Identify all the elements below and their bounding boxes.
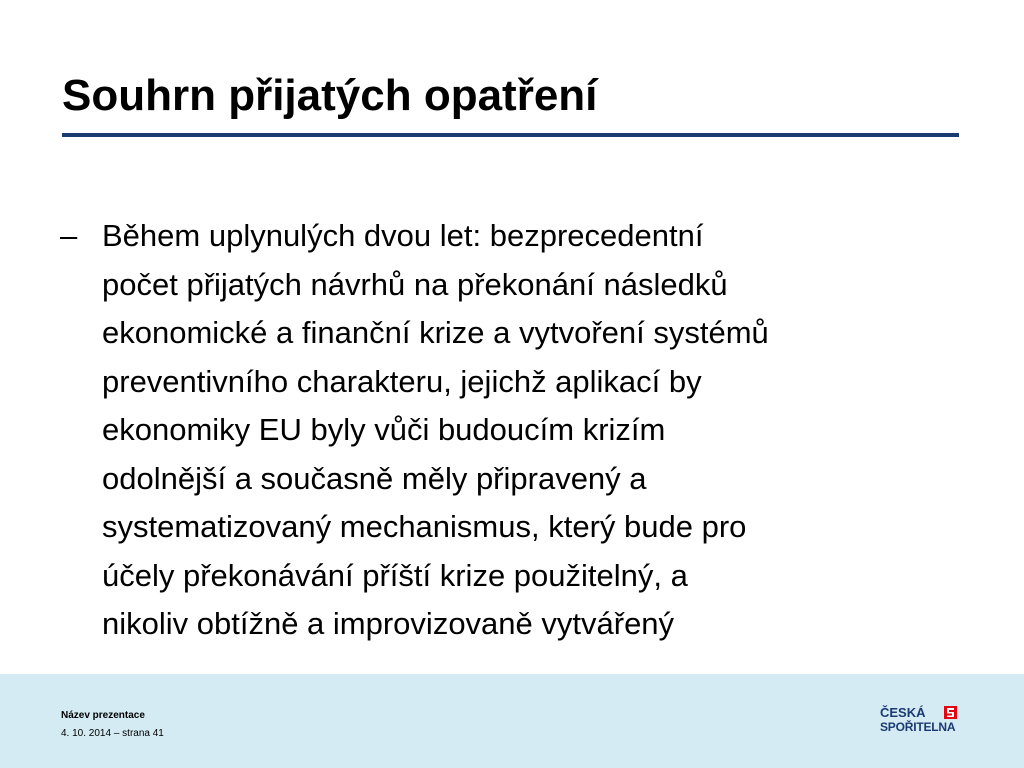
slide-content xyxy=(60,212,970,649)
title-divider xyxy=(62,133,959,137)
bullet-text-line-4: preventivního charakteru, jejichž aplikací by xyxy=(102,363,702,399)
bullet-dash: – xyxy=(60,218,78,253)
bullet-text-line-5: ekonomiky EU byly vůči budoucím krizím xyxy=(102,412,666,447)
bullet-text-line-9: nikoliv obtížně a improvizovaně vytvářený xyxy=(102,606,675,641)
logo-line-sporitelna: SPOŘITELNA xyxy=(880,720,956,734)
ceska-sporitelna-logo xyxy=(880,705,960,739)
bullet-text-line-3: ekonomické a finanční krize a vytvoření systémů xyxy=(102,315,769,350)
ceska-sporitelna-s-logo-icon xyxy=(944,706,957,719)
bullet-text-line-1: Během uplynulých dvou let: bezprecedentní xyxy=(102,218,704,253)
bullet-text-line-2: počet přijatých návrhů na překonání následků xyxy=(102,266,728,302)
bullet-text-line-7: systematizovaný mechanismus, který bude pro xyxy=(102,509,747,544)
bullet-item xyxy=(60,212,970,649)
logo-line-ceska: ČESKÁ xyxy=(880,705,926,720)
presentation-name: Název prezentace xyxy=(61,710,145,721)
bullet-text-line-8: účely překonávání příští krize použitelný, a xyxy=(102,557,688,593)
slide-title: Souhrn přijatých opatření xyxy=(62,71,598,120)
slide-footer xyxy=(0,674,1024,768)
date-and-page: 4. 10. 2014 – strana 41 xyxy=(61,728,164,739)
bullet-text-line-6: odolnější a současně měly připravený a xyxy=(102,460,647,496)
